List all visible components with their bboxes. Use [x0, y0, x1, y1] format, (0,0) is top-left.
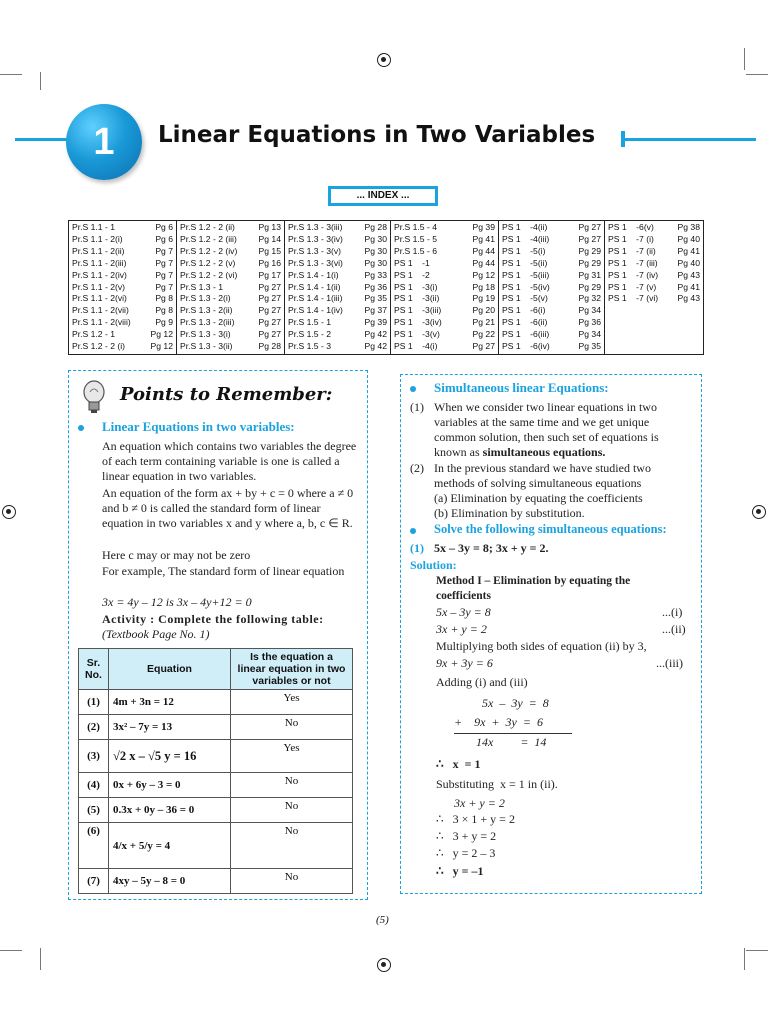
index-exercise: PS 1 -3(v) — [394, 329, 440, 340]
simultaneous-heading: Simultaneous linear Equations: — [434, 380, 609, 395]
index-exercise: Pr.S 1.2 - 2 (ii) — [180, 222, 235, 232]
multiply-step: Multiplying both sides of equation (ii) by 3, — [436, 639, 647, 653]
index-exercise: Pr.S 1.4 - 1(iv) — [288, 305, 343, 316]
index-page: Pg 30 — [364, 245, 387, 256]
text-line: variables at the same time and we get unique — [434, 415, 650, 429]
index-page: Pg 42 — [364, 329, 387, 340]
index-exercise: PS 1 -5(i) — [502, 245, 546, 256]
index-page: Pg 39 — [472, 222, 495, 232]
index-exercise: Pr.S 1.1 - 2(iii) — [72, 257, 127, 268]
row-number: (4) — [79, 773, 109, 798]
row-equation: √2 x – √5 y = 16 — [109, 740, 231, 773]
index-page: Pg 27 — [258, 305, 281, 316]
index-page: Pg 7 — [155, 281, 173, 292]
index-entry — [288, 270, 387, 282]
row-answer: No — [231, 869, 353, 894]
crop-mark — [40, 72, 41, 90]
index-entry — [502, 329, 601, 341]
title-rule-right — [622, 138, 756, 141]
index-exercise: Pr.S 1.1 - 2(v) — [72, 281, 126, 292]
index-entry — [180, 222, 281, 234]
activity-table — [78, 648, 353, 894]
index-exercise: Pr.S 1.2 - 2 (iii) — [180, 233, 237, 244]
index-page: Pg 41 — [677, 281, 700, 292]
index-column — [69, 221, 177, 354]
index-entry — [394, 305, 495, 317]
equation-ii: 3x + y = 2 — [436, 622, 487, 636]
index-page: Pg 44 — [472, 245, 495, 256]
index-page: Pg 7 — [155, 257, 173, 268]
index-entry — [288, 317, 387, 329]
index-entry — [394, 270, 495, 282]
index-entry — [72, 246, 173, 258]
index-entry — [502, 270, 601, 282]
index-exercise: Pr.S 1.1 - 1 — [72, 222, 115, 232]
index-entry — [608, 282, 700, 294]
index-exercise: Pr.S 1.1 - 2(vii) — [72, 305, 129, 316]
index-label: ... INDEX ... — [331, 189, 435, 203]
index-page: Pg 29 — [578, 245, 601, 256]
index-entry — [608, 234, 700, 246]
index-page: Pg 6 — [155, 233, 173, 244]
text-line: common solution, then such set of equations is — [434, 430, 659, 444]
table-header-sr: Sr. No. — [79, 649, 109, 690]
paragraph-standard-form: An equation of the form ax + by + c = 0 where a ≠ 0 and b ≠ 0 is called the standard form of linear equation in two variables x and y where a, b, c ∈ R. — [102, 486, 354, 530]
index-page: Pg 40 — [677, 257, 700, 268]
index-exercise: Pr.S 1.4 - 1(ii) — [288, 281, 341, 292]
crop-mark — [744, 948, 745, 970]
index-exercise: Pr.S 1.1 - 2(iv) — [72, 269, 127, 280]
index-exercise: Pr.S 1.5 - 1 — [288, 317, 331, 328]
index-exercise: Pr.S 1.2 - 2 (vi) — [180, 269, 238, 280]
index-page: Pg 6 — [155, 222, 173, 232]
row-answer: No — [231, 773, 353, 798]
row-equation: 0x + 6y – 3 = 0 — [109, 773, 231, 798]
text-span: known as — [434, 445, 483, 459]
index-exercise: PS 1 -1 — [394, 257, 430, 268]
index-entry — [502, 317, 601, 329]
index-page: Pg 14 — [258, 233, 281, 244]
index-page: Pg 35 — [578, 341, 601, 352]
index-entry — [180, 341, 281, 353]
index-entry — [180, 305, 281, 317]
index-exercise: Pr.S 1.5 - 3 — [288, 341, 331, 352]
index-exercise: Pr.S 1.1 - 2(vi) — [72, 293, 127, 304]
table-row — [79, 869, 353, 894]
index-exercise: Pr.S 1.5 - 5 — [394, 233, 437, 244]
index-page: Pg 36 — [578, 317, 601, 328]
index-exercise: Pr.S 1.1 - 2(i) — [72, 233, 123, 244]
row-answer: Yes — [231, 740, 353, 773]
text-line: (a) Elimination by equating the coefficients — [434, 491, 643, 505]
x-result: ∴ x = 1 — [436, 757, 481, 771]
index-page: Pg 15 — [258, 245, 281, 256]
index-entry — [394, 258, 495, 270]
index-page: Pg 22 — [472, 329, 495, 340]
crop-mark — [0, 74, 22, 75]
index-page: Pg 39 — [364, 317, 387, 328]
index-exercise: Pr.S 1.5 - 2 — [288, 329, 331, 340]
row-number: (7) — [79, 869, 109, 894]
index-exercise: Pr.S 1.1 - 2(ii) — [72, 245, 125, 256]
table-row — [79, 715, 353, 740]
index-exercise: Pr.S 1.3 - 3(ii) — [180, 341, 233, 352]
equation-i: 5x – 3y = 8 — [436, 605, 491, 619]
index-entry — [394, 282, 495, 294]
index-column — [285, 221, 391, 354]
index-exercise: PS 1 -7 (iii) — [608, 257, 658, 268]
index-exercise: Pr.S 1.3 - 2(iii) — [180, 317, 235, 328]
index-entry — [608, 293, 700, 305]
index-page: Pg 27 — [578, 233, 601, 244]
bullet-icon — [410, 386, 416, 392]
addition-rule — [454, 733, 572, 734]
index-page: Pg 41 — [472, 233, 495, 244]
text-line: In the previous standard we have studied two — [434, 461, 651, 475]
method-heading: Method I – Elimination by equating the — [436, 575, 631, 587]
index-entry — [502, 234, 601, 246]
index-entry — [394, 234, 495, 246]
substitution-step: Substituting x = 1 in (ii). — [436, 777, 558, 791]
page-number: (5) — [376, 914, 389, 926]
table-row — [79, 690, 353, 715]
index-page: Pg 27 — [258, 293, 281, 304]
index-page: Pg 27 — [472, 341, 495, 352]
index-exercise: PS 1 -3(i) — [394, 281, 438, 292]
crop-mark — [744, 48, 745, 70]
index-exercise: PS 1 -6(ii) — [502, 317, 548, 328]
index-entry — [180, 293, 281, 305]
index-page: Pg 41 — [677, 245, 700, 256]
registration-mark-icon — [2, 505, 16, 519]
index-page: Pg 18 — [472, 281, 495, 292]
index-exercise: Pr.S 1.2 - 1 — [72, 329, 115, 340]
row-number: (2) — [79, 715, 109, 740]
index-table — [68, 220, 704, 355]
item-number: (2) — [410, 461, 424, 475]
index-entry — [180, 258, 281, 270]
title-rule-cap — [621, 131, 625, 147]
index-exercise: PS 1 -7 (ii) — [608, 245, 656, 256]
index-exercise: Pr.S 1.4 - 1(i) — [288, 269, 339, 280]
index-page: Pg 7 — [155, 269, 173, 280]
index-exercise: Pr.S 1.3 - 3(iii) — [288, 222, 343, 232]
index-page: Pg 28 — [258, 341, 281, 352]
index-column — [177, 221, 285, 354]
adding-step: Adding (i) and (iii) — [436, 675, 528, 689]
index-page: Pg 12 — [150, 341, 173, 352]
table-row — [79, 798, 353, 823]
text-line — [434, 445, 605, 460]
index-exercise: PS 1 -5(iv) — [502, 281, 550, 292]
index-page: Pg 34 — [578, 329, 601, 340]
table-row — [79, 740, 353, 773]
index-entry — [288, 305, 387, 317]
solve-heading: Solve the following simultaneous equations: — [434, 522, 667, 536]
text-line: When we consider two linear equations in two — [434, 400, 657, 414]
row-number: (5) — [79, 798, 109, 823]
index-exercise: PS 1 -6(iv) — [502, 341, 550, 352]
index-entry — [608, 222, 700, 234]
text-line: methods of solving simultaneous equations — [434, 476, 642, 490]
index-page: Pg 8 — [155, 293, 173, 304]
crop-mark — [746, 74, 768, 75]
index-exercise: Pr.S 1.3 - 2(ii) — [180, 305, 233, 316]
table-row — [79, 773, 353, 798]
index-entry — [502, 341, 601, 353]
y-result: ∴ y = –1 — [436, 864, 484, 878]
index-entry — [180, 234, 281, 246]
index-entry — [394, 317, 495, 329]
row-equation: 3x² – 7y = 13 — [109, 715, 231, 740]
paragraph-definition: An equation which contains two variables the degree of each term containing variable is one is called a linear equation in two variables. — [102, 439, 357, 483]
registration-mark-icon — [377, 958, 391, 972]
index-entry — [502, 246, 601, 258]
registration-mark-icon — [752, 505, 766, 519]
substitution-line: 3x + y = 2 — [454, 796, 505, 810]
index-entry — [608, 258, 700, 270]
index-exercise: PS 1 -6(iii) — [502, 329, 550, 340]
index-entry — [288, 258, 387, 270]
index-page: Pg 27 — [258, 281, 281, 292]
index-entry — [394, 222, 495, 234]
index-exercise: PS 1 -2 — [394, 269, 430, 280]
item-number: (1) — [410, 400, 424, 414]
index-exercise: PS 1 -4(iii) — [502, 233, 550, 244]
index-page: Pg 43 — [677, 293, 700, 304]
index-entry — [72, 234, 173, 246]
index-entry — [72, 329, 173, 341]
activity-reference: (Textbook Page No. 1) — [102, 627, 210, 641]
index-exercise: Pr.S 1.3 - 3(vi) — [288, 257, 343, 268]
index-page: Pg 42 — [364, 341, 387, 352]
substitution-line: ∴ 3 + y = 2 — [436, 829, 497, 843]
index-exercise: Pr.S 1.5 - 4 — [394, 222, 437, 232]
index-page: Pg 9 — [155, 317, 173, 328]
index-entry — [288, 293, 387, 305]
index-page: Pg 12 — [472, 269, 495, 280]
index-page: Pg 35 — [364, 293, 387, 304]
index-column — [605, 221, 703, 354]
index-entry — [502, 282, 601, 294]
method-heading-2: coefficients — [436, 590, 491, 602]
index-exercise: Pr.S 1.1 - 2(viii) — [72, 317, 131, 328]
index-entry — [394, 246, 495, 258]
index-page: Pg 33 — [364, 269, 387, 280]
paragraph-example: For example, The standard form of linear equation — [102, 564, 345, 578]
index-page: Pg 44 — [472, 257, 495, 268]
index-exercise: PS 1 -7 (iv) — [608, 269, 659, 280]
chapter-number: 1 — [93, 120, 115, 163]
index-entry — [394, 341, 495, 353]
equation-iii: 9x + 3y = 6 — [436, 656, 493, 670]
row-number: (3) — [79, 740, 109, 773]
index-entry — [180, 282, 281, 294]
index-entry — [180, 246, 281, 258]
index-entry — [72, 341, 173, 353]
text-line: (b) Elimination by substitution. — [434, 506, 585, 520]
index-exercise: PS 1 -6(i) — [502, 305, 546, 316]
index-exercise: Pr.S 1.2 - 2 (iv) — [180, 245, 238, 256]
index-entry — [72, 222, 173, 234]
index-page: Pg 40 — [677, 233, 700, 244]
index-entry — [288, 282, 387, 294]
index-page: Pg 12 — [150, 329, 173, 340]
crop-mark — [0, 950, 22, 951]
index-page: Pg 27 — [258, 329, 281, 340]
row-answer: Yes — [231, 690, 353, 715]
index-exercise: PS 1 -4(ii) — [502, 222, 548, 232]
index-page: Pg 29 — [578, 281, 601, 292]
equation-tag: ...(ii) — [662, 622, 686, 636]
index-exercise: Pr.S 1.5 - 6 — [394, 245, 437, 256]
index-exercise: Pr.S 1.3 - 3(iv) — [288, 233, 343, 244]
table-header-equation: Equation — [109, 649, 231, 690]
index-page: Pg 17 — [258, 269, 281, 280]
row-equation: 4xy – 5y – 8 = 0 — [109, 869, 231, 894]
index-entry — [502, 222, 601, 234]
index-entry — [288, 341, 387, 353]
index-exercise: Pr.S 1.3 - 2(i) — [180, 293, 231, 304]
row-equation: 0.3x + 0y – 36 = 0 — [109, 798, 231, 823]
index-exercise: PS 1 -7 (vi) — [608, 293, 659, 304]
index-page: Pg 8 — [155, 305, 173, 316]
index-entry — [72, 293, 173, 305]
question-number: (1) — [410, 541, 424, 555]
index-exercise: PS 1 -7 (v) — [608, 281, 657, 292]
equation-tag: ...(i) — [662, 605, 683, 619]
addition-row: + 9x + 3y = 6 — [454, 715, 543, 729]
index-entry — [608, 246, 700, 258]
addition-result: 14x = 14 — [476, 735, 547, 749]
index-exercise: Pr.S 1.2 - 2 (i) — [72, 341, 126, 352]
lightbulb-icon — [82, 380, 106, 416]
index-column — [499, 221, 605, 354]
index-page: Pg 21 — [472, 317, 495, 328]
index-entry — [72, 270, 173, 282]
row-answer: No — [231, 823, 353, 869]
index-entry — [394, 329, 495, 341]
example-equation: 3x = 4y – 12 is 3x – 4y+12 = 0 — [102, 595, 252, 609]
row-number: (1) — [79, 690, 109, 715]
registration-mark-icon — [377, 53, 391, 67]
points-heading: Points to Remember: — [120, 384, 333, 405]
index-exercise: PS 1 -5(ii) — [502, 257, 548, 268]
chapter-title: Linear Equations in Two Variables — [158, 122, 596, 148]
bullet-icon — [78, 425, 84, 431]
row-answer: No — [231, 798, 353, 823]
chapter-number-badge — [66, 104, 142, 180]
index-entry — [72, 317, 173, 329]
index-exercise: Pr.S 1.2 - 2 (v) — [180, 257, 236, 268]
index-entry — [288, 246, 387, 258]
index-column — [391, 221, 499, 354]
index-entry — [72, 305, 173, 317]
index-entry — [180, 270, 281, 282]
index-exercise: Pr.S 1.4 - 1(iii) — [288, 293, 343, 304]
index-entry — [502, 305, 601, 317]
index-exercise: Pr.S 1.3 - 3(i) — [180, 329, 231, 340]
index-exercise: PS 1 -5(v) — [502, 293, 548, 304]
index-entry — [180, 317, 281, 329]
solution-label: Solution: — [410, 558, 457, 572]
index-entry — [502, 293, 601, 305]
index-entry — [72, 258, 173, 270]
index-page: Pg 31 — [578, 269, 601, 280]
index-exercise: PS 1 -7 (i) — [608, 233, 654, 244]
index-page: Pg 19 — [472, 293, 495, 304]
table-row — [79, 823, 353, 869]
index-entry — [502, 258, 601, 270]
index-page: Pg 16 — [258, 257, 281, 268]
index-page: Pg 27 — [258, 317, 281, 328]
index-exercise: PS 1 -3(iv) — [394, 317, 442, 328]
index-entry — [288, 329, 387, 341]
sub-heading: Linear Equations in two variables: — [102, 419, 295, 434]
index-page: Pg 29 — [578, 257, 601, 268]
index-exercise: PS 1 -3(iii) — [394, 305, 442, 316]
paragraph-note: Here c may or may not be zero — [102, 548, 251, 562]
index-entry — [608, 270, 700, 282]
equation-tag: ...(iii) — [656, 656, 683, 670]
index-page: Pg 13 — [258, 222, 281, 232]
index-entry — [72, 282, 173, 294]
index-exercise: Pr.S 1.3 - 1 — [180, 281, 223, 292]
row-equation: 4/x + 5/y = 4 — [109, 823, 231, 869]
index-page: Pg 20 — [472, 305, 495, 316]
row-equation: 4m + 3n = 12 — [109, 690, 231, 715]
index-page: Pg 7 — [155, 245, 173, 256]
bullet-icon — [410, 528, 416, 534]
term-simultaneous: simultaneous equations. — [482, 445, 606, 459]
table-header-answer: Is the equation a linear equation in two variables or not — [231, 649, 353, 690]
substitution-line: ∴ 3 × 1 + y = 2 — [436, 812, 515, 826]
index-page: Pg 38 — [677, 222, 700, 232]
index-page: Pg 34 — [578, 305, 601, 316]
index-page: Pg 27 — [578, 222, 601, 232]
index-exercise: PS 1 -6(v) — [608, 222, 654, 232]
index-page: Pg 36 — [364, 281, 387, 292]
index-page: Pg 32 — [578, 293, 601, 304]
index-page: Pg 28 — [364, 222, 387, 232]
crop-mark — [40, 948, 41, 970]
index-entry — [288, 234, 387, 246]
crop-mark — [746, 950, 768, 951]
question-equations: 5x – 3y = 8; 3x + y = 2. — [434, 541, 549, 555]
row-number: (6) — [79, 823, 109, 869]
index-entry — [288, 222, 387, 234]
index-exercise: Pr.S 1.3 - 3(v) — [288, 245, 342, 256]
index-entry — [394, 293, 495, 305]
index-exercise: PS 1 -4(i) — [394, 341, 438, 352]
index-exercise: PS 1 -5(iii) — [502, 269, 550, 280]
index-page: Pg 37 — [364, 305, 387, 316]
index-page: Pg 43 — [677, 269, 700, 280]
index-exercise: PS 1 -3(ii) — [394, 293, 440, 304]
index-entry — [180, 329, 281, 341]
row-answer: No — [231, 715, 353, 740]
index-page: Pg 30 — [364, 233, 387, 244]
index-label-tab — [328, 186, 438, 206]
addition-row: 5x – 3y = 8 — [482, 696, 549, 710]
index-page: Pg 30 — [364, 257, 387, 268]
activity-heading: Activity : Complete the following table: — [102, 612, 324, 626]
substitution-line: ∴ y = 2 – 3 — [436, 846, 496, 860]
